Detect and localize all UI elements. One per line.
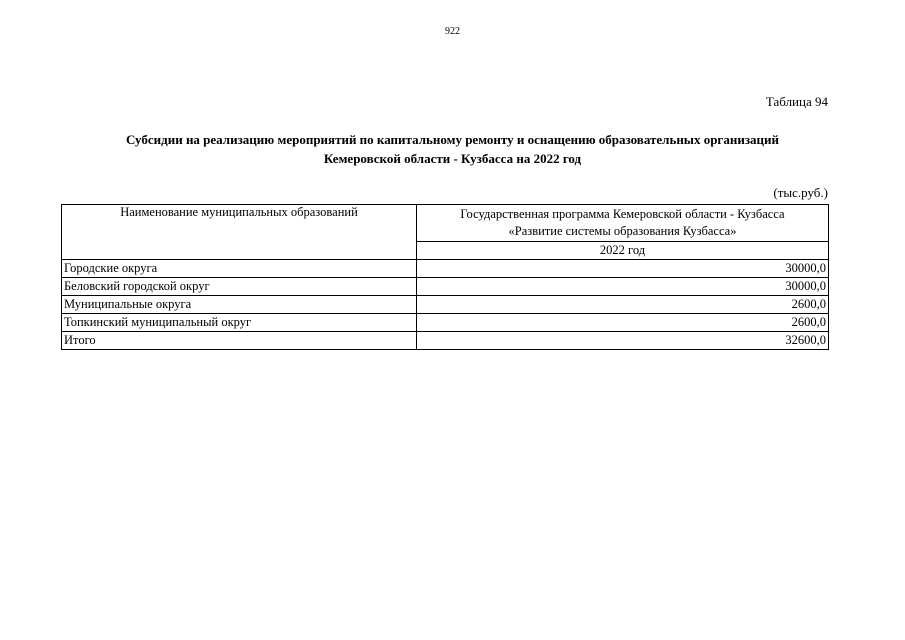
row-name: Муниципальные округа	[62, 296, 417, 314]
page-title	[60, 130, 845, 168]
row-name: Городские округа	[62, 260, 417, 278]
column-header-program	[417, 205, 829, 242]
title-line-2: Кемеровской области - Кузбасса на 2022 год	[323, 151, 582, 166]
row-name: Топкинский муниципальный округ	[62, 314, 417, 332]
row-value: 2600,0	[417, 314, 829, 332]
units-label: (тыс.руб.)	[773, 185, 828, 200]
table-row	[62, 296, 829, 314]
row-value: 30000,0	[417, 260, 829, 278]
program-line-1: Государственная программа Кемеровской области - Кузбасса	[460, 207, 785, 221]
title-line-1: Субсидии на реализацию мероприятий по капитальному ремонту и оснащению образовательных организаций	[125, 132, 780, 147]
table-row	[62, 278, 829, 296]
program-line-2: «Развитие системы образования Кузбасса»	[508, 224, 737, 238]
row-name: Итого	[62, 332, 417, 350]
row-name: Беловский городской округ	[62, 278, 417, 296]
row-value: 2600,0	[417, 296, 829, 314]
table-row	[62, 332, 829, 350]
page-number: 922	[445, 26, 460, 37]
table-header-row	[62, 205, 829, 242]
subsidies-table	[61, 204, 829, 350]
table-label: Таблица 94	[765, 94, 828, 109]
column-header-name: Наименование муниципальных образований	[62, 205, 417, 260]
column-header-year: 2022 год	[417, 242, 829, 260]
row-value: 32600,0	[417, 332, 829, 350]
row-value: 30000,0	[417, 278, 829, 296]
table-row	[62, 260, 829, 278]
table-row	[62, 314, 829, 332]
